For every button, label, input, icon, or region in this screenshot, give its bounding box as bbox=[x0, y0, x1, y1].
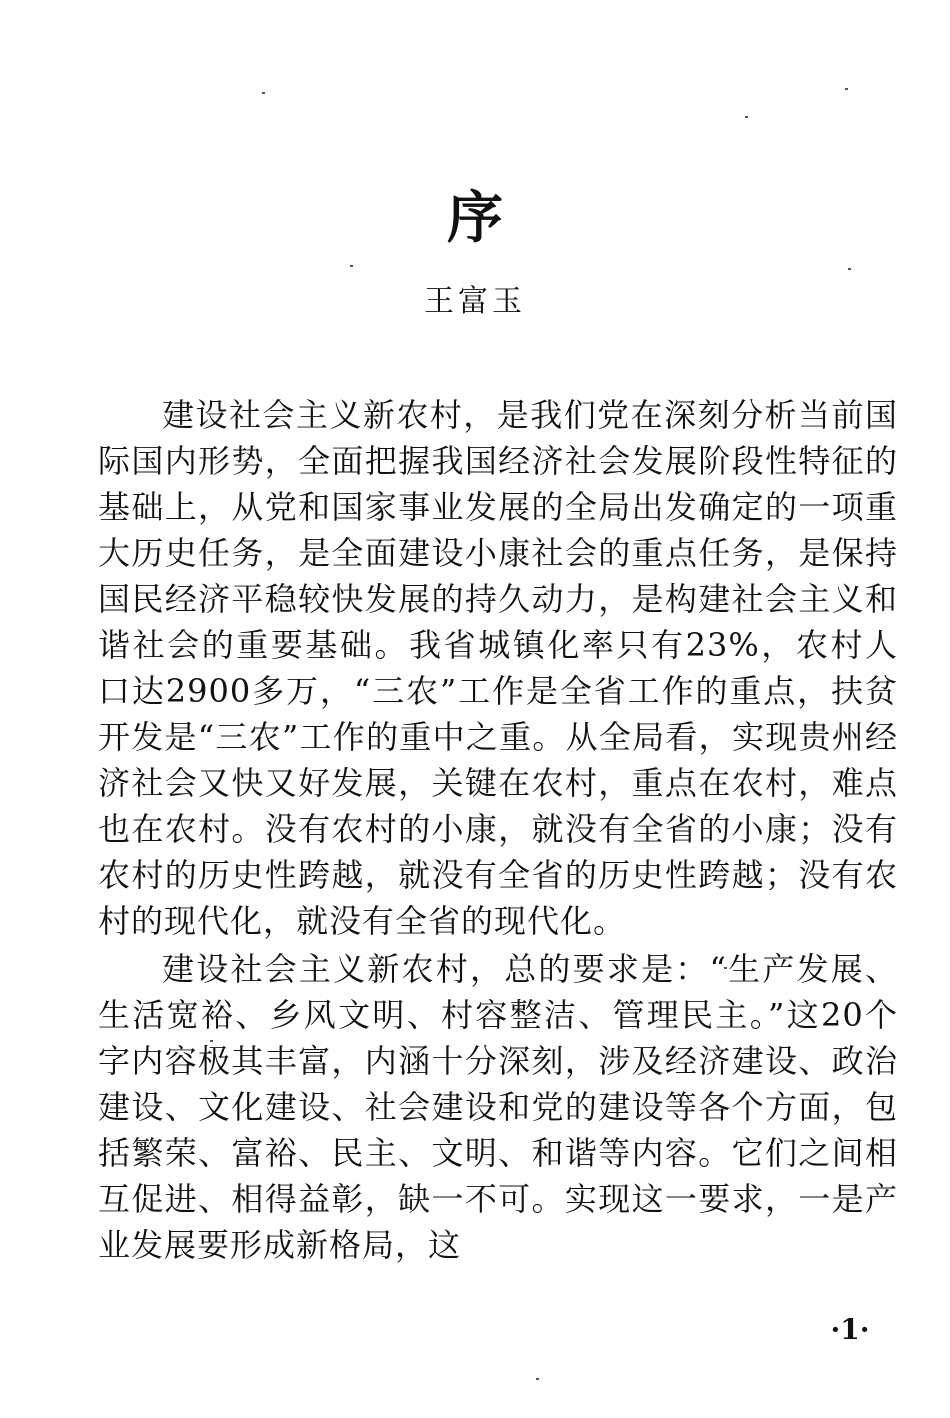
scan-speck bbox=[262, 92, 265, 94]
body-text bbox=[98, 392, 898, 1268]
author-name: 王富玉 bbox=[424, 284, 526, 319]
paragraph-2: 建设社会主义新农村，总的要求是：“生产发展、生活宽裕、乡风文明、村容整洁、管理民主。”这20个字内容极其丰富，内涵十分深刻，涉及经济建设、政治建设、文化建设、社会建设和党的建设等各个方面，包括繁荣、富裕、民主、文明、和谐等内容。它们之间相互促进、相得益彰，缺一不可。实现这一要求，一是产业发展要形成新格局，这 bbox=[98, 950, 898, 1264]
scan-speck bbox=[848, 268, 851, 270]
scan-speck bbox=[350, 265, 353, 267]
paragraph-1: 建设社会主义新农村，是我们党在深刻分析当前国际国内形势，全面把握我国经济社会发展阶段性特征的基础上，从党和国家事业发展的全局出发确定的一项重大历史任务，是全面建设小康社会的重点任务，是保持国民经济平稳较快发展的持久动力，是构建社会主义和谐社会的重要基础。我省城镇化率只有23%，农村人口达2900多万，“三农”工作是全省工作的重点，扶贫开发是“三农”工作的重中之重。从全局看，实现贵州经济社会又快又好发展，关键在农村，重点在农村，难点也在农村。没有农村的小康，就没有全省的小康；没有农村的历史性跨越，就没有全省的历史性跨越；没有农村的现代化，就没有全省的现代化。 bbox=[98, 396, 898, 940]
page-title: 序 bbox=[447, 184, 503, 251]
scan-speck bbox=[745, 116, 748, 118]
scan-speck bbox=[536, 1378, 539, 1380]
scan-speck bbox=[845, 88, 848, 90]
page-number: ·1· bbox=[830, 1313, 870, 1346]
